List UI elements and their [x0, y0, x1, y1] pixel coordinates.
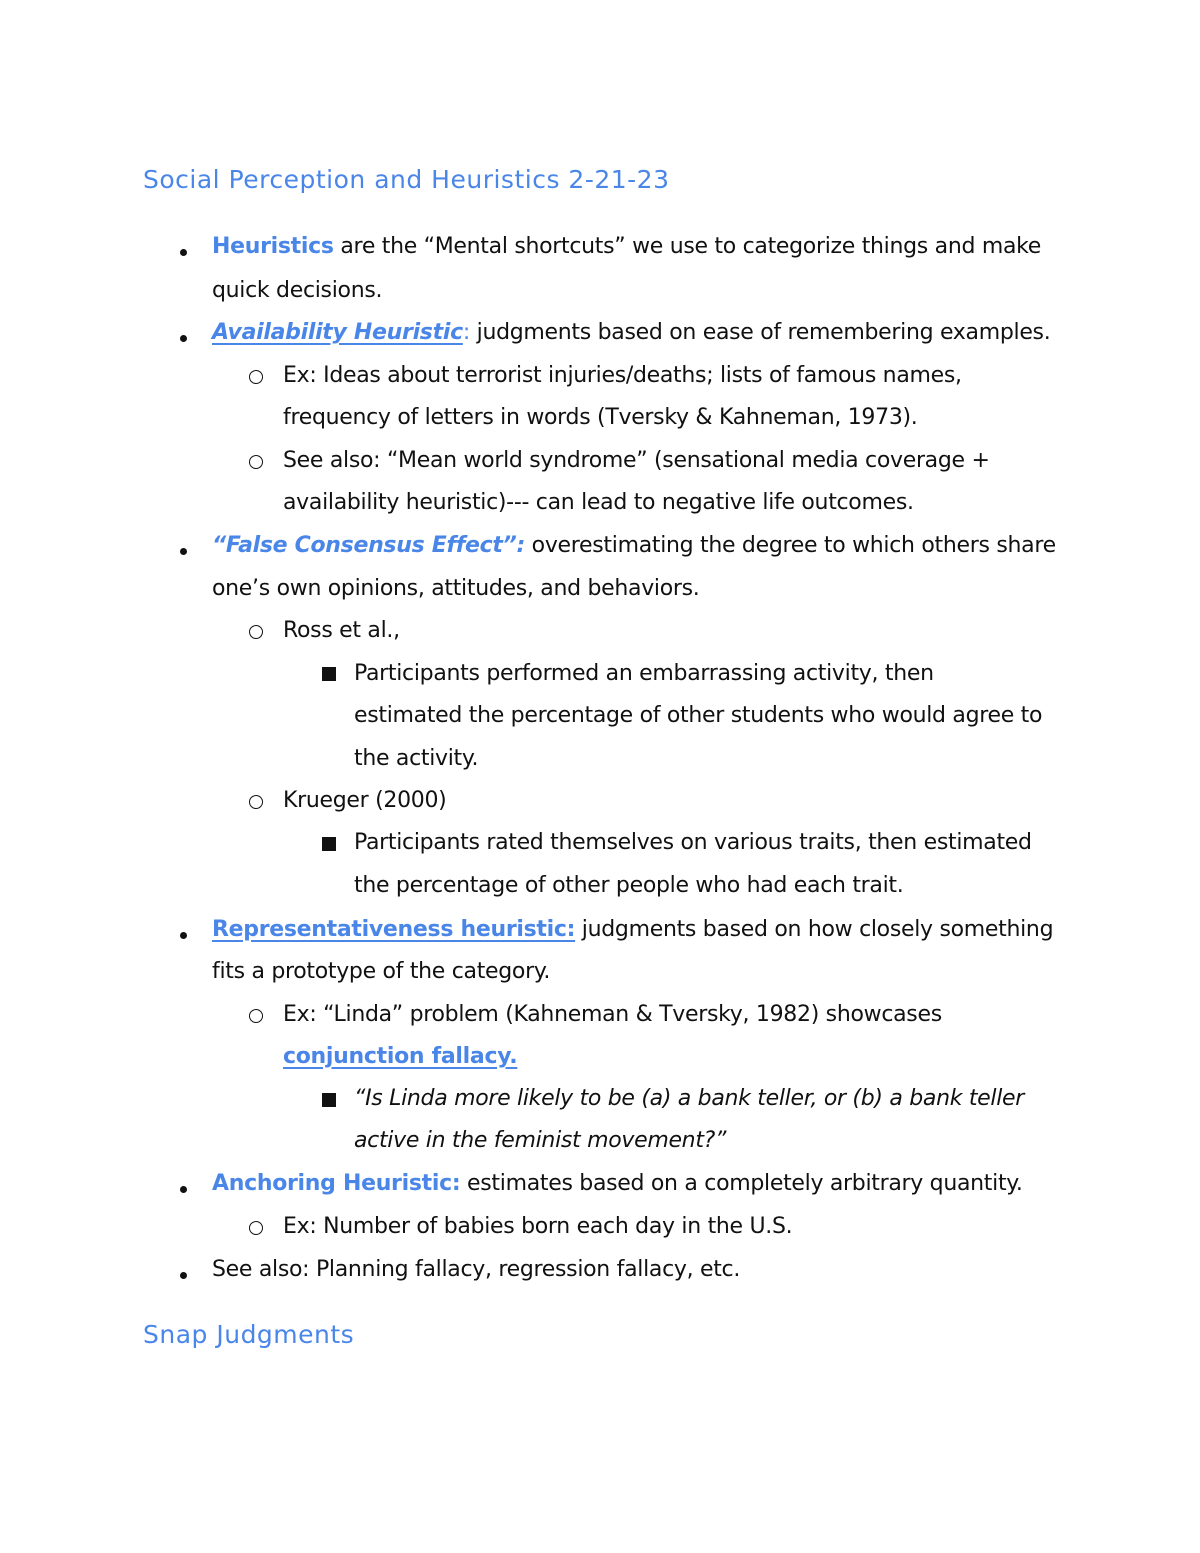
- false-consensus-item-cont: one’s own opinions, attitudes, and behaviors.: [212, 576, 700, 601]
- linda-question: “Is Linda more likely to be (a) a bank teller, or (b) a bank teller: [354, 1086, 1025, 1111]
- representativeness-item: [212, 915, 1053, 945]
- anchoring-item: [212, 1169, 1023, 1199]
- ross-detail: Participants performed an embarrassing activity, then: [354, 661, 934, 686]
- anchoring-text: estimates based on a completely arbitrary quantity.: [460, 1171, 1023, 1196]
- representativeness-term-link[interactable]: Representativeness heuristic:: [212, 917, 576, 942]
- krueger-detail: Participants rated themselves on various traits, then estimated: [354, 830, 1032, 855]
- ross-study: Ross et al.,: [283, 618, 400, 643]
- representativeness-item-cont: fits a prototype of the category.: [212, 959, 551, 984]
- availability-see-also: See also: “Mean world syndrome” (sensational media coverage +: [283, 448, 990, 473]
- heuristics-term: Heuristics: [212, 234, 334, 259]
- ross-detail-cont: estimated the percentage of other students who would agree to: [354, 703, 1043, 728]
- bullet-disc: [180, 932, 187, 939]
- linda-example: Ex: “Linda” problem (Kahneman & Tversky, 1982) showcases: [283, 1002, 942, 1027]
- ross-detail-cont: the activity.: [354, 746, 479, 771]
- availability-text: judgments based on ease of remembering examples.: [469, 320, 1051, 345]
- conjunction-fallacy-link[interactable]: conjunction fallacy.: [283, 1044, 518, 1069]
- bullet-square: [322, 667, 336, 681]
- false-consensus-text: overestimating the degree to which others share: [524, 533, 1056, 558]
- page-title: Social Perception and Heuristics 2-21-23: [143, 165, 670, 194]
- bullet-circle: [249, 1221, 263, 1235]
- availability-term-link[interactable]: Availability Heuristic: [212, 320, 463, 345]
- availability-example-cont: frequency of letters in words (Tversky & Kahneman, 1973).: [283, 405, 918, 430]
- false-consensus-item: [212, 531, 1056, 561]
- anchoring-term: Anchoring Heuristic:: [212, 1171, 461, 1196]
- bullet-circle: [249, 370, 263, 384]
- availability-colon: :: [462, 320, 470, 345]
- representativeness-text: judgments based on how closely something: [575, 917, 1054, 942]
- bullet-square: [322, 837, 336, 851]
- bullet-disc: [180, 1186, 187, 1193]
- heuristics-item: [212, 232, 1041, 262]
- bullet-disc: [180, 249, 187, 256]
- bullet-disc: [180, 335, 187, 342]
- availability-item: [212, 318, 1050, 348]
- bullet-circle: [249, 625, 263, 639]
- availability-see-also-cont: availability heuristic)--- can lead to negative life outcomes.: [283, 490, 914, 515]
- bullet-circle: [249, 795, 263, 809]
- bullet-disc: [180, 548, 187, 555]
- krueger-study: Krueger (2000): [283, 788, 447, 813]
- heuristics-text: are the “Mental shortcuts” we use to categorize things and make: [333, 234, 1042, 259]
- see-also-item: See also: Planning fallacy, regression fallacy, etc.: [212, 1257, 741, 1282]
- bullet-circle: [249, 455, 263, 469]
- false-consensus-term: “False Consensus Effect”:: [212, 533, 525, 558]
- krueger-detail-cont: the percentage of other people who had each trait.: [354, 873, 904, 898]
- heuristics-item-cont: quick decisions.: [212, 278, 383, 303]
- bullet-circle: [249, 1009, 263, 1023]
- section-heading-snap-judgments: Snap Judgments: [143, 1320, 355, 1349]
- anchoring-example: Ex: Number of babies born each day in the U.S.: [283, 1214, 793, 1239]
- linda-question-cont: active in the feminist movement?”: [354, 1128, 727, 1153]
- availability-example: Ex: Ideas about terrorist injuries/deaths; lists of famous names,: [283, 363, 962, 388]
- bullet-disc: [180, 1272, 187, 1279]
- conjunction-fallacy-line: [283, 1042, 517, 1072]
- bullet-square: [322, 1093, 336, 1107]
